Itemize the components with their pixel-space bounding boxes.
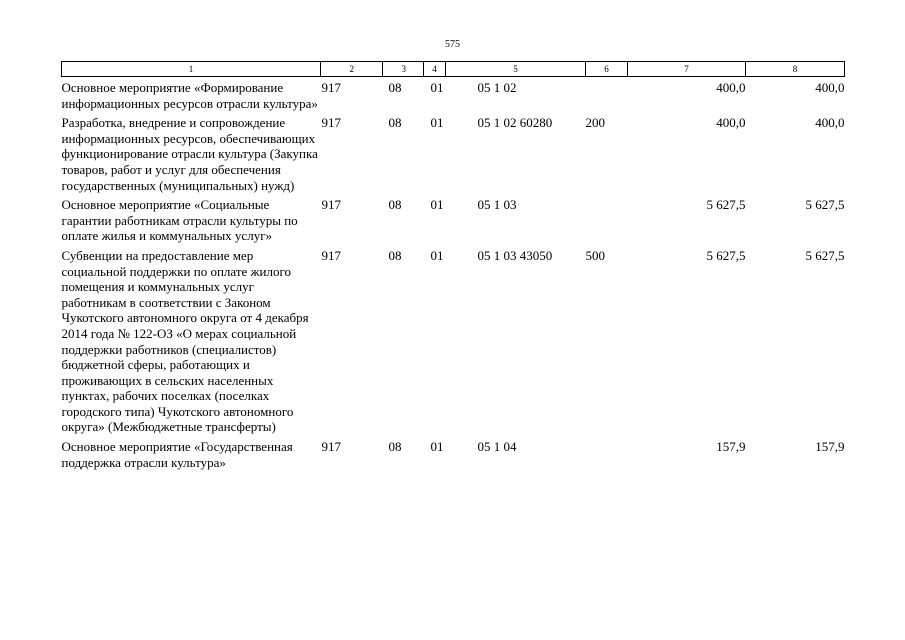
page-number: 575 — [445, 39, 460, 50]
row-name: Основное мероприятие «Социальные гарантии работникам отрасли культуры по оплате жилья и коммунальных услуг» — [61, 197, 298, 244]
row-target-code: 05 1 02 — [477, 80, 517, 95]
table-row — [62, 245, 845, 436]
row-sum-1: 157,9 — [716, 439, 746, 455]
row-sum-1: 400,0 — [716, 115, 746, 131]
row-name: Разработка, внедрение и сопровождение информационных ресурсов, обеспечивающих функционирование отрасли культура (Закупка товаров, работ и услуг для обеспечения государственных (муниципальных) нужд) — [61, 115, 318, 193]
row-name: Субвенции на предоставление мер социальной поддержки по оплате жилого помещения и коммунальных услуг работникам в соответствии с Законом Чукотского автономного округа от 4 декабря 2014 года № 122-ОЗ «О мерах социальной поддержки работников (специалистов) бюджетной сферы, работающих и проживающих в сельских населенных пунктах, рабочих поселках (поселках городского типа) Чукотского автономного округа» (Межбюджетные трансферты) — [61, 247, 309, 435]
row-ved: 917 — [321, 439, 341, 455]
header-cell: 2 — [321, 62, 383, 77]
row-section: 08 — [388, 247, 402, 263]
header-cell: 7 — [628, 62, 746, 77]
row-name: Основное мероприятие «Государственная поддержка отрасли культура» — [61, 439, 293, 470]
row-target-code: 05 1 03 43050 — [477, 247, 553, 263]
table-row — [62, 194, 845, 245]
row-section: 08 — [388, 197, 402, 213]
table-row — [62, 436, 845, 471]
budget-table — [61, 61, 845, 471]
row-subsection: 01 — [430, 80, 444, 95]
header-cell: 4 — [424, 62, 446, 77]
row-subsection: 01 — [430, 197, 444, 213]
table-row — [62, 77, 845, 113]
header-cell: 3 — [383, 62, 424, 77]
header-cell: 6 — [586, 62, 628, 77]
row-expense-type: 500 — [585, 247, 605, 263]
row-subsection: 01 — [430, 115, 444, 131]
row-target-code: 05 1 04 — [477, 439, 517, 455]
row-ved: 917 — [321, 80, 341, 95]
row-expense-type — [586, 436, 628, 471]
row-ved: 917 — [321, 115, 341, 131]
row-expense-type — [586, 77, 628, 113]
row-sum-2: 5 627,5 — [805, 197, 845, 213]
row-section: 08 — [388, 439, 402, 455]
row-sum-1: 400,0 — [716, 80, 746, 95]
row-sum-2: 400,0 — [815, 80, 845, 95]
row-ved: 917 — [321, 197, 341, 213]
row-expense-type — [586, 194, 628, 245]
row-sum-2: 400,0 — [815, 115, 845, 131]
row-sum-2: 5 627,5 — [805, 247, 845, 263]
row-target-code: 05 1 03 — [477, 197, 517, 213]
table-row — [62, 112, 845, 194]
row-name: Основное мероприятие «Формирование информационных ресурсов отрасли культура» — [61, 80, 318, 111]
header-row — [62, 62, 845, 77]
row-section: 08 — [388, 115, 402, 131]
header-cell: 1 — [62, 62, 321, 77]
row-subsection: 01 — [430, 439, 444, 455]
row-expense-type: 200 — [585, 115, 605, 131]
header-cell: 5 — [446, 62, 586, 77]
row-subsection: 01 — [430, 247, 444, 263]
row-ved: 917 — [321, 247, 341, 263]
header-cell: 8 — [746, 62, 845, 77]
row-sum-1: 5 627,5 — [706, 197, 746, 213]
row-target-code: 05 1 02 60280 — [477, 115, 553, 131]
row-sum-2: 157,9 — [815, 439, 845, 455]
row-section: 08 — [388, 80, 402, 95]
row-sum-1: 5 627,5 — [706, 247, 746, 263]
